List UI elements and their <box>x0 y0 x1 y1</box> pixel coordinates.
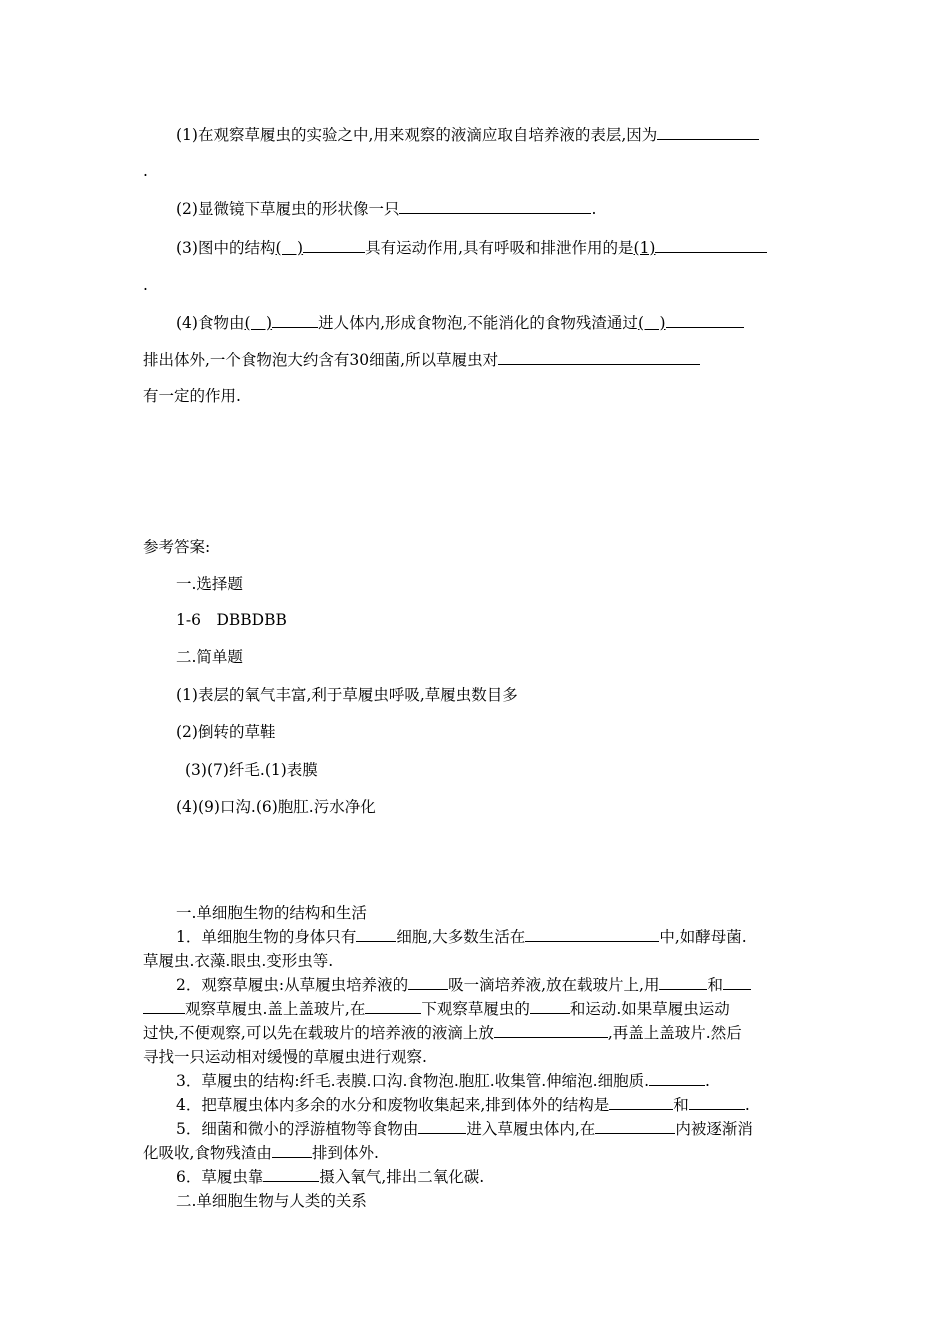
answers-title: 参考答案: <box>143 538 211 556</box>
answer-3: (3)(7)纤毛.(1)表膜 <box>185 761 318 779</box>
note-5-line2: 化吸收,食物残渣由 排到体外. <box>143 1144 379 1162</box>
answer-blank <box>143 998 185 1014</box>
question-4: (4)食物由( ) 进人体内,形成食物泡,不能消化的食物残渣通过( ) <box>176 312 744 334</box>
question-2: (2)显微镜下草履虫的形状像一只 . <box>176 200 597 218</box>
question-4-line2: 排出体外,一个食物泡大约含有30细菌,所以草履虫对 <box>143 349 700 371</box>
question-2-text: (2)显微镜下草履虫的形状像一只 <box>176 200 400 218</box>
question-1 <box>176 124 759 146</box>
notes-heading-2: 二.单细胞生物与人类的关系 <box>176 1192 367 1210</box>
note-5: 5．细菌和微小的浮游植物等食物由 进入草履虫体内,在 内被逐渐消 <box>176 1120 753 1138</box>
answer-blank <box>657 124 759 140</box>
answer-blank <box>399 198 591 214</box>
structure-paren: (1) <box>633 239 656 257</box>
answer-blank <box>498 349 700 365</box>
question-4-line3: 有一定的作用. <box>143 387 241 405</box>
answer-blank <box>659 974 707 990</box>
answer-blank <box>272 312 318 328</box>
answer-blank <box>530 998 570 1014</box>
answer-blank <box>303 237 365 253</box>
answer-blank <box>609 1094 673 1110</box>
question-1-text: (1)在观察草履虫的实验之中,用来观察的液滴应取自培养液的表层,因为 <box>176 126 658 144</box>
answer-4: (4)(9)口沟.(6)胞肛.污水净化 <box>176 798 376 816</box>
note-1-line2: 草履虫.衣藻.眼虫.变形虫等. <box>143 952 334 970</box>
answer-blank <box>666 312 744 328</box>
answer-blank <box>649 1070 705 1086</box>
structure-paren: ( ) <box>244 314 273 332</box>
question-3: (3)图中的结构( ) 具有运动作用,具有呼吸和排泄作用的是(1) <box>176 237 767 259</box>
note-2: 2．观察草履虫:从草履虫培养液的 吸一滴培养液,放在载玻片上,用 和 <box>176 974 751 996</box>
note-6: 6．草履虫靠 摄入氧气,排出二氧化碳. <box>176 1168 485 1186</box>
note-2-line3: 过快,不便观察,可以先在载玻片的培养液的液滴上放 ,再盖上盖玻片.然后 <box>143 1024 742 1042</box>
answer-1: (1)表层的氧气丰富,利于草履虫呼吸,草履虫数目多 <box>176 686 518 704</box>
answers-section-2: 二.简单题 <box>176 648 243 666</box>
answer-2: (2)倒转的草鞋 <box>176 723 276 741</box>
note-2-line4: 寻找一只运动相对缓慢的草履虫进行观察. <box>143 1048 427 1066</box>
question-3-end: . <box>143 276 148 294</box>
answer-blank <box>356 926 396 942</box>
answer-blank <box>272 1142 312 1158</box>
answer-blank <box>655 237 767 253</box>
answers-section-1: 一.选择题 <box>176 575 243 593</box>
notes-heading-1: 一.单细胞生物的结构和生活 <box>176 904 367 922</box>
note-1: 1．单细胞生物的身体只有 细胞,大多数生活在 中,如酵母菌. <box>176 928 747 946</box>
note-2-line2: 观察草履虫.盖上盖玻片,在 下观察草履虫的 和运动.如果草履虫运动 <box>143 998 730 1020</box>
answer-blank <box>408 974 448 990</box>
question-1-end: . <box>143 162 148 180</box>
structure-paren: ( ) <box>275 239 304 257</box>
answer-blank <box>365 998 421 1014</box>
structure-paren: ( ) <box>637 314 666 332</box>
note-4: 4．把草履虫体内多余的水分和废物收集起来,排到体外的结构是 和 . <box>176 1096 750 1114</box>
choice-answers: 1-6 DBBDBB <box>176 611 287 629</box>
answer-blank <box>418 1118 466 1134</box>
answer-blank <box>263 1166 319 1182</box>
answer-blank <box>525 926 659 942</box>
answer-blank <box>723 974 751 990</box>
answer-blank <box>689 1094 745 1110</box>
note-3: 3．草履虫的结构:纤毛.表膜.口沟.食物泡.胞肛.收集管.伸缩泡.细胞质. . <box>176 1072 710 1090</box>
answer-blank <box>595 1118 675 1134</box>
answer-blank <box>494 1022 608 1038</box>
